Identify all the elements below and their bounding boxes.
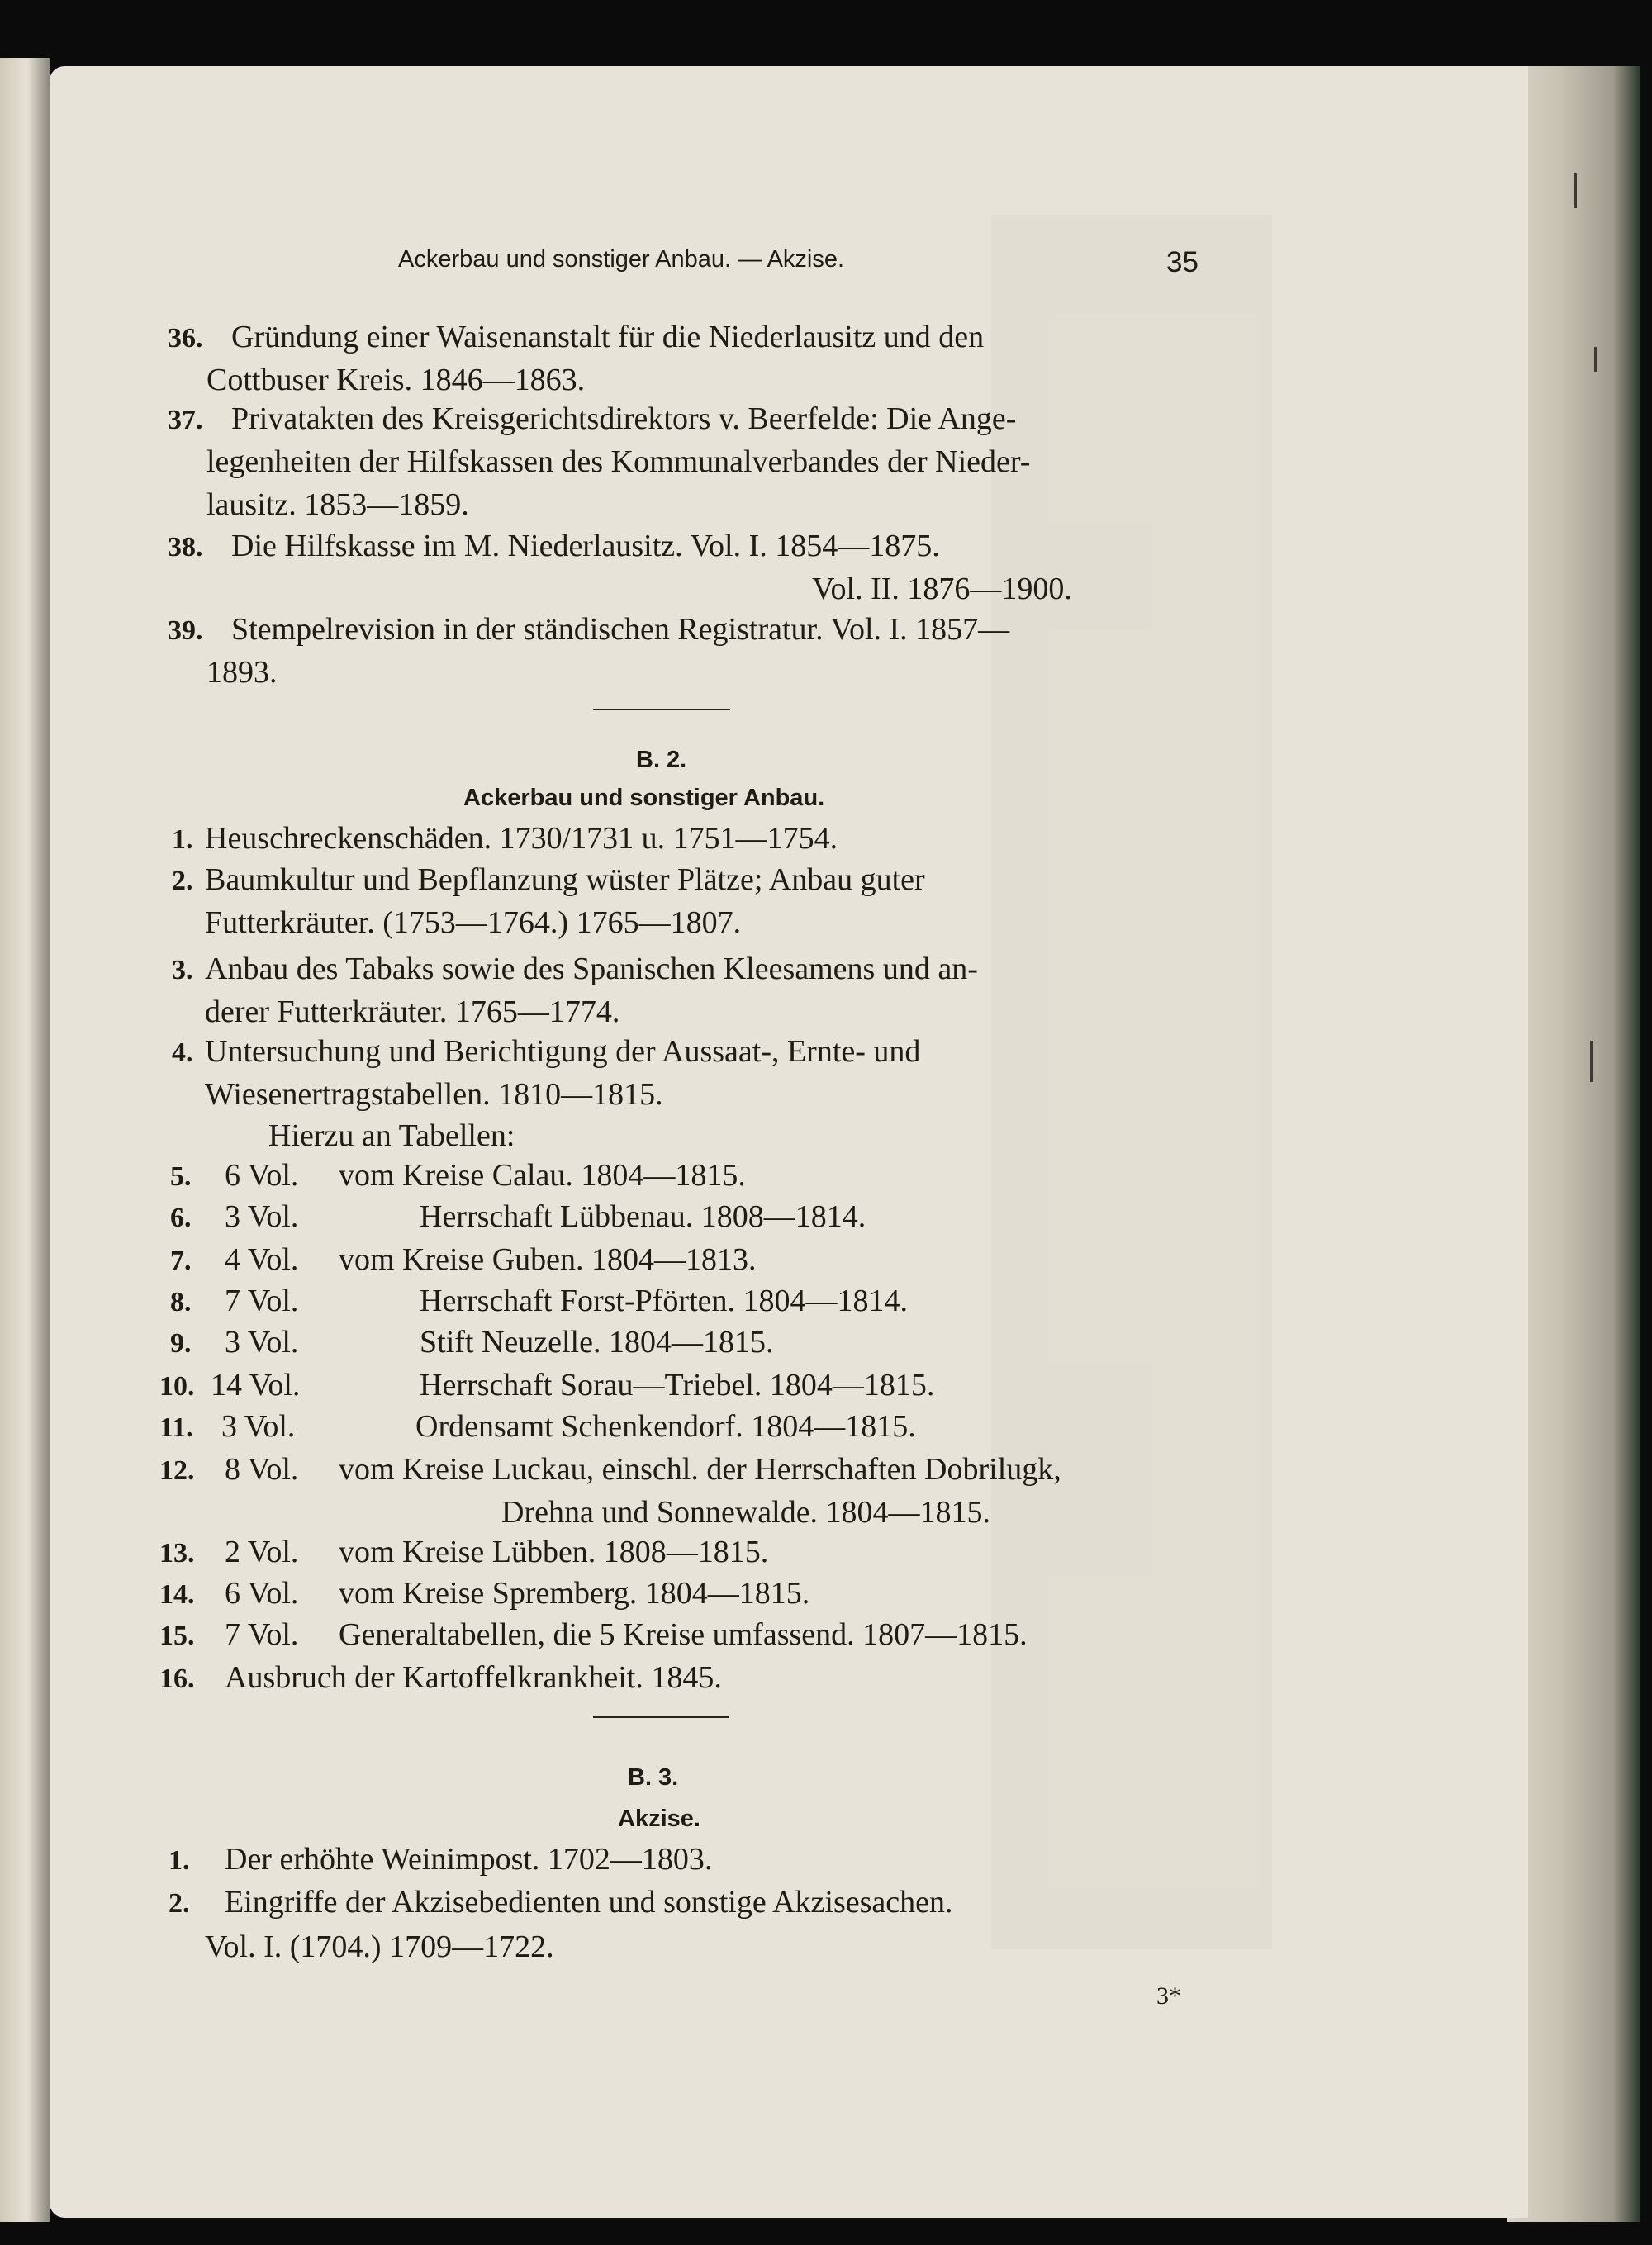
- entry-number: 2.: [172, 866, 193, 896]
- entry-text: Der erhöhte Weinimpost. 1702—1803.: [225, 1842, 713, 1877]
- table-volumes: 3 Vol.: [225, 1325, 299, 1360]
- entry-number: 5.: [170, 1161, 192, 1192]
- section-title: Ackerbau und sonstiger Anbau.: [463, 785, 825, 811]
- entry-number: 12.: [159, 1455, 195, 1486]
- entry-number: 9.: [170, 1328, 192, 1359]
- page-number: 35: [1166, 246, 1199, 278]
- entry-text: Gründung einer Waisenanstalt für die Niederlausitz und den: [231, 320, 985, 354]
- entry-text: Baumkultur und Bepflanzung wüster Plätze; Anbau guter: [205, 862, 925, 897]
- entry-number: 7.: [170, 1246, 192, 1276]
- entry-number: 15.: [159, 1621, 195, 1651]
- entry-text: Untersuchung und Berichtigung der Aussaat-, Ernte- und: [205, 1034, 921, 1069]
- entry-number: 37.: [168, 405, 203, 435]
- entry-text: Stempelrevision in der ständischen Registratur. Vol. I. 1857—: [231, 612, 1010, 647]
- running-title: Ackerbau und sonstiger Anbau. — Akzise.: [398, 246, 845, 273]
- table-volumes: 7 Vol.: [225, 1284, 299, 1318]
- entry-number: 11.: [159, 1412, 193, 1443]
- edge-mark: [1594, 347, 1597, 372]
- section-divider: [593, 1716, 729, 1718]
- table-volumes: 7 Vol.: [225, 1617, 299, 1652]
- entry-number: 4.: [172, 1037, 193, 1068]
- table-description: vom Kreise Spremberg. 1804—1815.: [339, 1576, 810, 1611]
- entry-number: 1.: [169, 1845, 190, 1876]
- entry-text: lausitz. 1853—1859.: [206, 487, 469, 522]
- table-description-continued: Drehna und Sonnewalde. 1804—1815.: [501, 1495, 991, 1530]
- entry-text: Privatakten des Kreisgerichtsdirektors v. Beerfelde: Die Ange-: [231, 401, 1017, 436]
- table-description: Ordensamt Schenkendorf. 1804—1815.: [415, 1409, 916, 1444]
- table-volumes: 6 Vol.: [225, 1158, 299, 1193]
- table-volumes: 6 Vol.: [225, 1576, 299, 1611]
- table-volumes: 14 Vol.: [211, 1368, 301, 1403]
- table-description: Stift Neuzelle. 1804—1815.: [420, 1325, 774, 1360]
- table-description: Herrschaft Sorau—Triebel. 1804—1815.: [420, 1368, 935, 1403]
- entry-number: 14.: [159, 1579, 195, 1610]
- signature-mark: 3*: [1156, 1982, 1181, 2010]
- entry-number: 3.: [172, 955, 193, 985]
- entry-number: 6.: [170, 1203, 192, 1233]
- table-volumes: 3 Vol.: [225, 1199, 299, 1234]
- entry-text: Ausbruch der Kartoffelkrankheit. 1845.: [225, 1660, 722, 1695]
- entry-number: 10.: [159, 1371, 195, 1402]
- entry-number: 36.: [168, 323, 203, 354]
- entry-number: 38.: [168, 532, 203, 562]
- table-volumes: 4 Vol.: [225, 1242, 299, 1277]
- table-description: vom Kreise Calau. 1804—1815.: [339, 1158, 746, 1193]
- entry-text: Futterkräuter. (1753—1764.) 1765—1807.: [205, 905, 742, 940]
- tables-intro: Hierzu an Tabellen:: [268, 1118, 515, 1153]
- table-description: Herrschaft Forst-Pförten. 1804—1814.: [420, 1284, 909, 1318]
- entry-text: 1893.: [206, 655, 278, 690]
- edge-mark: [1574, 173, 1577, 208]
- entry-text: Heuschreckenschäden. 1730/1731 u. 1751—1754.: [205, 821, 838, 856]
- entry-text: Die Hilfskasse im M. Niederlausitz. Vol. I. 1854—1875.: [231, 529, 940, 563]
- section-label: B. 3.: [628, 1764, 679, 1791]
- table-description: Generaltabellen, die 5 Kreise umfassend. 1807—1815.: [339, 1617, 1028, 1652]
- table-description: Herrschaft Lübbenau. 1808—1814.: [420, 1199, 866, 1234]
- table-description: vom Kreise Lübben. 1808—1815.: [339, 1535, 769, 1569]
- entry-text: Vol. I. (1704.) 1709—1722.: [205, 1929, 554, 1964]
- entry-text: Cottbuser Kreis. 1846—1863.: [206, 363, 586, 397]
- entry-number: 13.: [159, 1538, 195, 1569]
- entry-number: 2.: [169, 1888, 190, 1919]
- table-description: vom Kreise Guben. 1804—1813.: [339, 1242, 757, 1277]
- entry-number: 1.: [172, 824, 193, 855]
- entry-number: 8.: [170, 1287, 192, 1317]
- show-through: [991, 215, 1272, 1949]
- section-title: Akzise.: [618, 1806, 700, 1832]
- section-divider: [593, 709, 730, 710]
- table-description: vom Kreise Luckau, einschl. der Herrschaften Dobrilugk,: [339, 1452, 1061, 1487]
- entry-number: 39.: [168, 615, 203, 646]
- table-volumes: 2 Vol.: [225, 1535, 299, 1569]
- table-volumes: 3 Vol.: [221, 1409, 296, 1444]
- entry-text: Vol. II. 1876—1900.: [812, 572, 1072, 606]
- edge-mark: [1590, 1041, 1593, 1082]
- section-label: B. 2.: [636, 747, 687, 773]
- entry-text: Wiesenertragstabellen. 1810—1815.: [205, 1077, 663, 1112]
- entry-text: legenheiten der Hilfskassen des Kommunalverbandes der Nieder-: [206, 444, 1031, 479]
- left-page-edge: [0, 58, 50, 2222]
- entry-text: Anbau des Tabaks sowie des Spanischen Kleesamens und an-: [205, 952, 978, 986]
- table-volumes: 8 Vol.: [225, 1452, 299, 1487]
- entry-text: Eingriffe der Akzisebedienten und sonstige Akzisesachen.: [225, 1885, 953, 1920]
- entry-text: derer Futterkräuter. 1765—1774.: [205, 994, 620, 1029]
- entry-number: 16.: [159, 1664, 195, 1694]
